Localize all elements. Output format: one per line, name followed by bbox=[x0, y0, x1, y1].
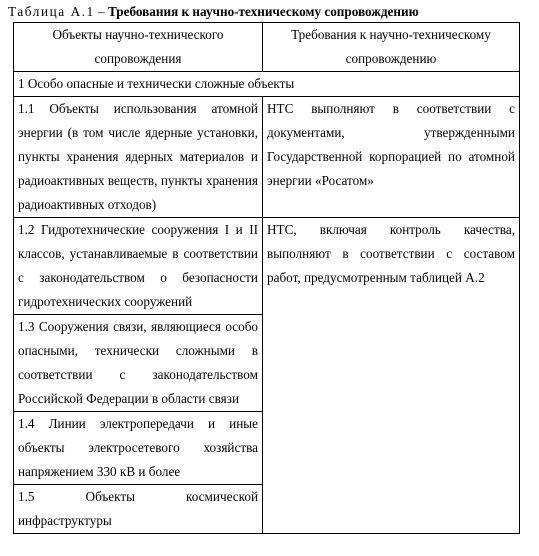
table-caption bbox=[8, 3, 419, 20]
table-header-row bbox=[14, 23, 520, 72]
section-row bbox=[14, 72, 520, 97]
table-row bbox=[14, 218, 520, 315]
requirement-cell-1-2: НТС, включая контроль качества, выполняют в соответствии с составом работ, предусмотренным таблицей А.2 bbox=[263, 218, 520, 534]
requirement-cell-1-1: НТС выполняют в соответствии с документами, утвержденными Государственной корпорацией по атомной энергии «Росатом» bbox=[263, 97, 520, 218]
table-caption-title: Требования к научно-техническому сопровождению bbox=[108, 4, 419, 19]
table-caption-dash: – bbox=[94, 4, 109, 19]
requirements-table bbox=[13, 22, 520, 534]
object-cell-1-3: 1.3 Сооружения связи, являющиеся особо опасными, технически сложными в соответствии с законодательством Российской Федерации в области связи bbox=[14, 315, 263, 412]
object-cell-1-5: 1.5 Объекты космической инфраструктуры bbox=[14, 485, 263, 534]
object-cell-1-2: 1.2 Гидротехнические сооружения I и II классов, устанавливаемые в соответствии с законодательством о безопасности гидротехнических сооружений bbox=[14, 218, 263, 315]
table-caption-label: Таблица А.1 bbox=[8, 4, 95, 19]
object-cell-1-4: 1.4 Линии электропередачи и иные объекты электросетевого хозяйства напряжением 330 кВ и более bbox=[14, 412, 263, 485]
table-row bbox=[14, 97, 520, 218]
section-title: 1 Особо опасные и технически сложные объекты bbox=[14, 72, 520, 97]
object-cell-1-1: 1.1 Объекты использования атомной энергии (в том числе ядерные установки, пункты хранения ядерных материалов и радиоактивных веществ, пункты хранения радиоактивных отходов) bbox=[14, 97, 263, 218]
header-requirements: Требования к научно-техническому сопровождению bbox=[263, 23, 520, 72]
header-objects: Объекты научно-технического сопровождения bbox=[14, 23, 263, 72]
